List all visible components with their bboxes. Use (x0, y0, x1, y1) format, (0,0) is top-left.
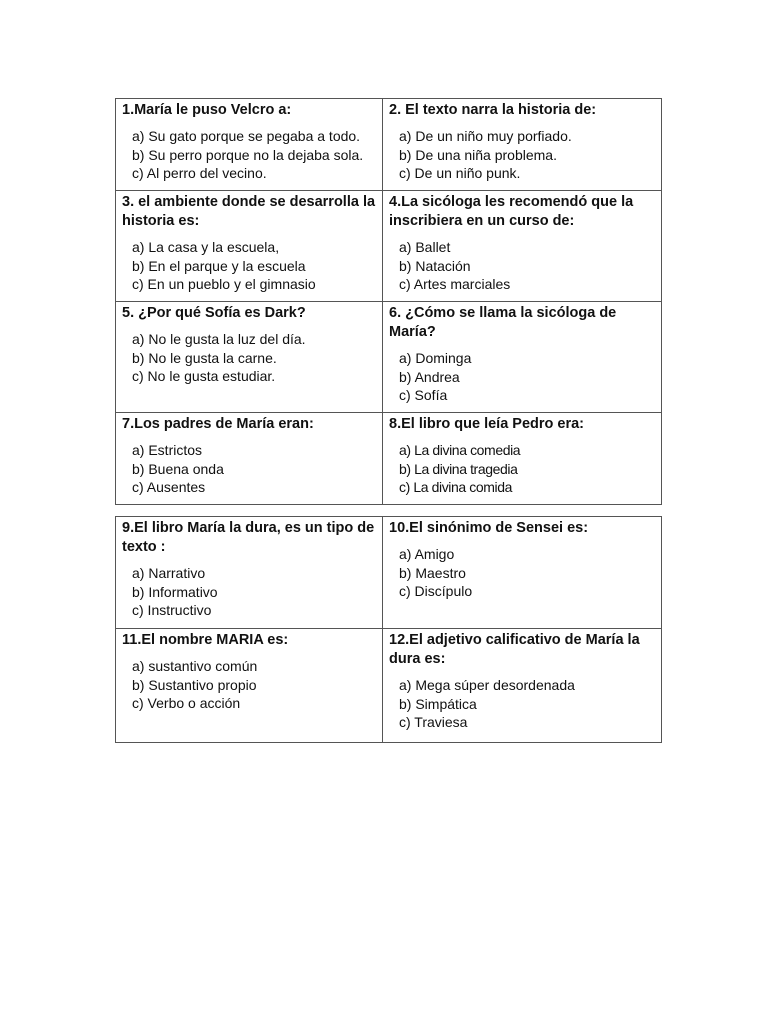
question-cell-9 (116, 517, 383, 629)
option: a) No le gusta la luz del día. (132, 331, 306, 347)
options-11 (122, 657, 382, 713)
question-2: 2. El texto narra la historia de: (389, 102, 597, 118)
table-row (116, 413, 662, 505)
option: a) De un niño muy porfiado. (399, 128, 572, 144)
options-5 (122, 330, 382, 386)
question-cell-7 (116, 413, 383, 505)
option: c) Instructivo (132, 602, 212, 618)
option: a) Dominga (399, 350, 472, 366)
options-2 (389, 127, 661, 183)
options-7 (122, 441, 382, 497)
question-3: 3. el ambiente donde se desarrolla la historia es: (122, 194, 376, 229)
question-cell-8 (383, 413, 662, 505)
option: b) Sustantivo propio (132, 676, 257, 693)
option: c) Artes marciales (399, 276, 511, 292)
question-cell-5 (116, 302, 383, 413)
options-8 (389, 441, 661, 497)
option: b) No le gusta la carne. (132, 349, 277, 366)
question-cell-1 (116, 99, 383, 191)
question-cell-4 (383, 191, 662, 302)
option: c) Traviesa (399, 714, 468, 730)
table-row (116, 99, 662, 191)
option: c) Discípulo (399, 583, 473, 599)
quiz-table-2 (115, 516, 662, 743)
option: b) Buena onda (132, 460, 224, 477)
option: c) No le gusta estudiar. (132, 368, 276, 384)
table-row (116, 302, 662, 413)
question-cell-3 (116, 191, 383, 302)
table-row (116, 629, 662, 743)
option: b) En el parque y la escuela (132, 257, 306, 274)
question-cell-10 (383, 517, 662, 629)
option: c) De un niño punk. (399, 165, 521, 181)
question-10: 10.El sinónimo de Sensei es: (389, 520, 589, 536)
option: c) Verbo o acción (132, 695, 241, 711)
quiz-table-1 (115, 98, 662, 505)
question-5: 5. ¿Por qué Sofía es Dark? (122, 305, 306, 321)
option: a) La divina comedia (399, 442, 521, 458)
option: b) Simpática (399, 695, 477, 712)
question-8: 8.El libro que leía Pedro era: (389, 416, 585, 432)
option: a) Estrictos (132, 442, 203, 458)
option: a) sustantivo común (132, 658, 258, 674)
option: b) Su perro porque no la dejaba sola. (132, 146, 364, 163)
option: a) Ballet (399, 239, 451, 255)
question-1: 1.María le puso Velcro a: (122, 102, 292, 118)
question-11: 11.El nombre MARIA es: (122, 632, 289, 648)
question-cell-11 (116, 629, 383, 743)
option: c) Al perro del vecino. (132, 165, 267, 181)
question-9: 9.El libro María la dura, es un tipo de texto : (122, 520, 375, 555)
options-10 (389, 545, 661, 601)
option: a) Amigo (399, 546, 455, 562)
option: b) Natación (399, 257, 471, 274)
option: b) De una niña problema. (399, 146, 557, 163)
table-row (116, 517, 662, 629)
options-12 (389, 676, 661, 732)
option: a) Narrativo (132, 565, 206, 581)
option: b) La divina tragedia (399, 460, 518, 477)
option: b) Maestro (399, 564, 466, 581)
question-cell-12 (383, 629, 662, 743)
option: c) Ausentes (132, 479, 206, 495)
option: c) La divina comida (399, 479, 513, 495)
question-cell-2 (383, 99, 662, 191)
question-6: 6. ¿Cómo se llama la sicóloga de María? (389, 305, 617, 340)
table-row (116, 191, 662, 302)
options-1 (122, 127, 382, 183)
option: a) Su gato porque se pegaba a todo. (132, 128, 361, 144)
options-4 (389, 238, 661, 294)
options-6 (389, 349, 661, 405)
option: a) La casa y la escuela, (132, 239, 280, 255)
option: c) Sofía (399, 387, 448, 403)
question-7: 7.Los padres de María eran: (122, 416, 314, 432)
option: b) Andrea (399, 368, 460, 385)
option: c) En un pueblo y el gimnasio (132, 276, 316, 292)
options-9 (122, 564, 382, 620)
option: a) Mega súper desordenada (399, 677, 575, 693)
question-12: 12.El adjetivo calificativo de María la dura es: (389, 632, 640, 667)
options-3 (122, 238, 382, 294)
question-cell-6 (383, 302, 662, 413)
option: b) Informativo (132, 583, 218, 600)
question-4: 4.La sicóloga les recomendó que la inscribiera en un curso de: (389, 194, 634, 229)
